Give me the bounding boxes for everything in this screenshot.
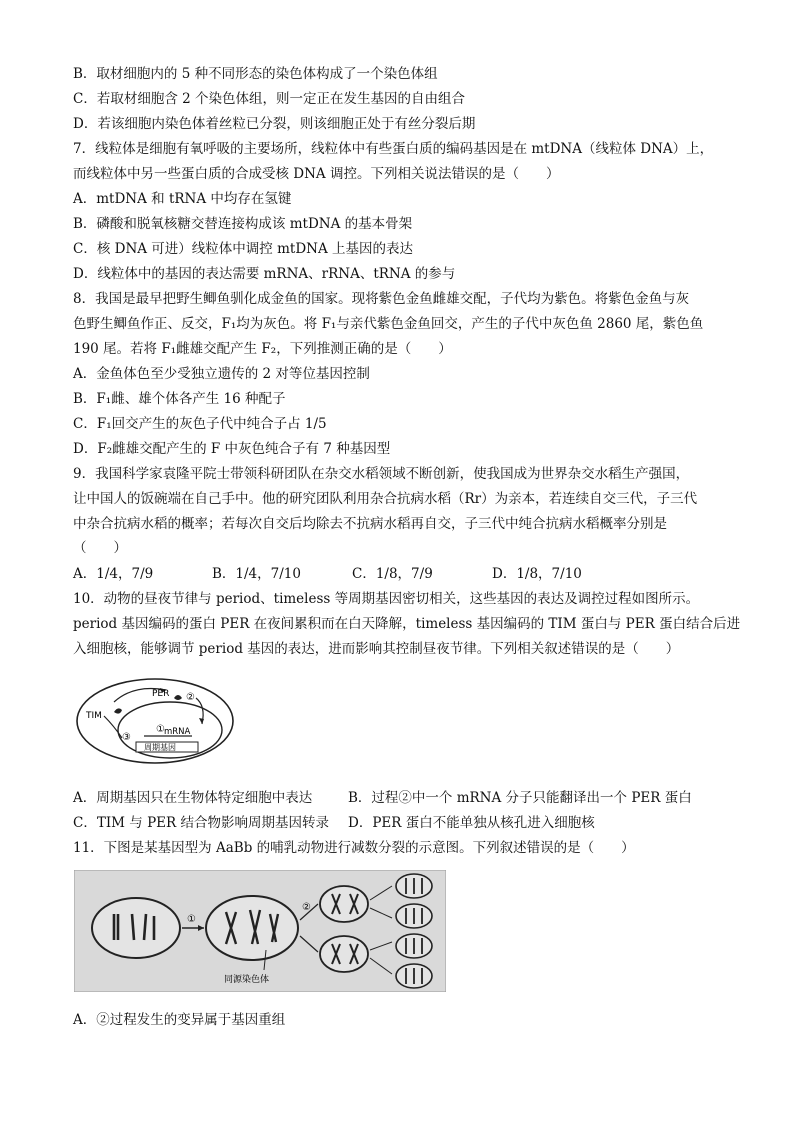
q10-option-c: C．TIM 与 PER 结合物影响周期基因转录 — [73, 815, 329, 831]
q9-option-d: D．1/8，7/10 — [492, 566, 582, 582]
q8-option-c: C．F₁回交产生的灰色子代中纯合子占 1/5 — [73, 416, 327, 432]
q8-option-d: D．F₂雌雄交配产生的 F 中灰色纯合子有 7 种基因型 — [73, 441, 391, 457]
q7-option-b: B．磷酸和脱氧核糖交替连接构成该 mtDNA 的基本骨架 — [73, 216, 413, 232]
fig2-homolog-label: 同源染色体 — [224, 975, 270, 985]
fig1-gene-label: 周期基因 — [144, 743, 176, 752]
q7-option-c: C．核 DNA 可进）线粒体中调控 mtDNA 上基因的表达 — [73, 241, 413, 257]
q10-stem-3: 入细胞核，能够调节 period 基因的表达，进而影响其控制昼夜节律。下列相关叙述错误的是（ ） — [73, 641, 680, 657]
q10-stem-1: 10．动物的昼夜节律与 period、timeless 等周期基因密切相关，这些基因的表达及调控过程如图所示。 — [73, 591, 700, 607]
q8-stem-3: 190 尾。若将 F₁雌雄交配产生 F₂，下列推测正确的是（ ） — [73, 341, 452, 357]
q7-option-a: A．mtDNA 和 tRNA 中均存在氢键 — [73, 191, 292, 207]
q7-stem-1: 7．线粒体是细胞有氧呼吸的主要场所，线粒体中有些蛋白质的编码基因是在 mtDNA（线粒体 DNA）上， — [73, 141, 714, 157]
q8-stem-2: 色野生鲫鱼作正、反交，F₁均为灰色。将 F₁与亲代紫色金鱼回交，产生的子代中灰色鱼 2860 尾，紫色鱼 — [73, 316, 704, 332]
q9-stem-1: 9．我国科学家袁隆平院士带领科研团队在杂交水稻领域不断创新，使我国成为世界杂交水稻生产强国， — [73, 466, 690, 482]
q10-option-d: D．PER 蛋白不能单独从核孔进入细胞核 — [348, 815, 595, 831]
q10-option-b: B．过程②中一个 mRNA 分子只能翻译出一个 PER 蛋白 — [348, 790, 692, 806]
fig1-step1: ① — [156, 724, 165, 735]
q6-option-d: D．若该细胞内染色体着丝粒已分裂，则该细胞正处于有丝分裂后期 — [73, 116, 476, 132]
fig1-step2: ② — [186, 692, 195, 703]
circadian-gene-diagram — [74, 676, 236, 766]
q7-stem-2: 而线粒体中另一些蛋白质的合成受核 DNA 调控。下列相关说法错误的是（ ） — [73, 166, 560, 182]
q9-option-c: C．1/8，7/9 — [352, 566, 433, 582]
q8-option-b: B．F₁雌、雄个体各产生 16 种配子 — [73, 391, 286, 407]
q6-option-b: B．取材细胞内的 5 种不同形态的染色体构成了一个染色体组 — [73, 66, 438, 82]
fig1-mrna-label: mRNA — [164, 727, 191, 737]
q9-stem-3: 中杂合抗病水稻的概率；若每次自交后均除去不抗病水稻再自交，子三代中纯合抗病水稻概率分别是 — [73, 516, 667, 532]
q10-option-a: A．周期基因只在生物体特定细胞中表达 — [73, 790, 313, 806]
meiosis-diagram — [74, 870, 446, 992]
q9-option-b: B．1/4，7/10 — [212, 566, 301, 582]
q8-option-a: A．金鱼体色至少受独立遗传的 2 对等位基因控制 — [73, 366, 370, 382]
q9-option-a: A．1/4，7/9 — [73, 566, 154, 582]
q7-option-d: D．线粒体中的基因的表达需要 mRNA、rRNA、tRNA 的参与 — [73, 266, 456, 282]
q11-option-a: A．②过程发生的变异属于基因重组 — [73, 1012, 286, 1028]
fig2-step1: ① — [187, 914, 196, 925]
q9-stem-2: 让中国人的饭碗端在自己手中。他的研究团队利用杂合抗病水稻（Rr）为亲本，若连续自交三代，子三代 — [73, 491, 698, 507]
q10-stem-2: period 基因编码的蛋白 PER 在夜间累积而在白天降解，timeless 基因编码的 TIM 蛋白与 PER 蛋白结合后进 — [73, 616, 741, 632]
fig1-per-label: PER — [152, 689, 170, 699]
q6-option-c: C．若取材细胞含 2 个染色体组，则一定正在发生基因的自由组合 — [73, 91, 466, 107]
q9-blank: （ ） — [73, 540, 127, 556]
fig1-tim-label: TIM — [86, 711, 102, 721]
q11-stem: 11．下图是某基因型为 AaBb 的哺乳动物进行减数分裂的示意图。下列叙述错误的是（ ） — [73, 840, 635, 856]
fig1-step3: ③ — [122, 732, 131, 743]
q8-stem-1: 8．我国是最早把野生鲫鱼驯化成金鱼的国家。现将紫色金鱼雌雄交配，子代均为紫色。将紫色金鱼与灰 — [73, 291, 690, 307]
fig2-step2: ② — [302, 902, 311, 913]
